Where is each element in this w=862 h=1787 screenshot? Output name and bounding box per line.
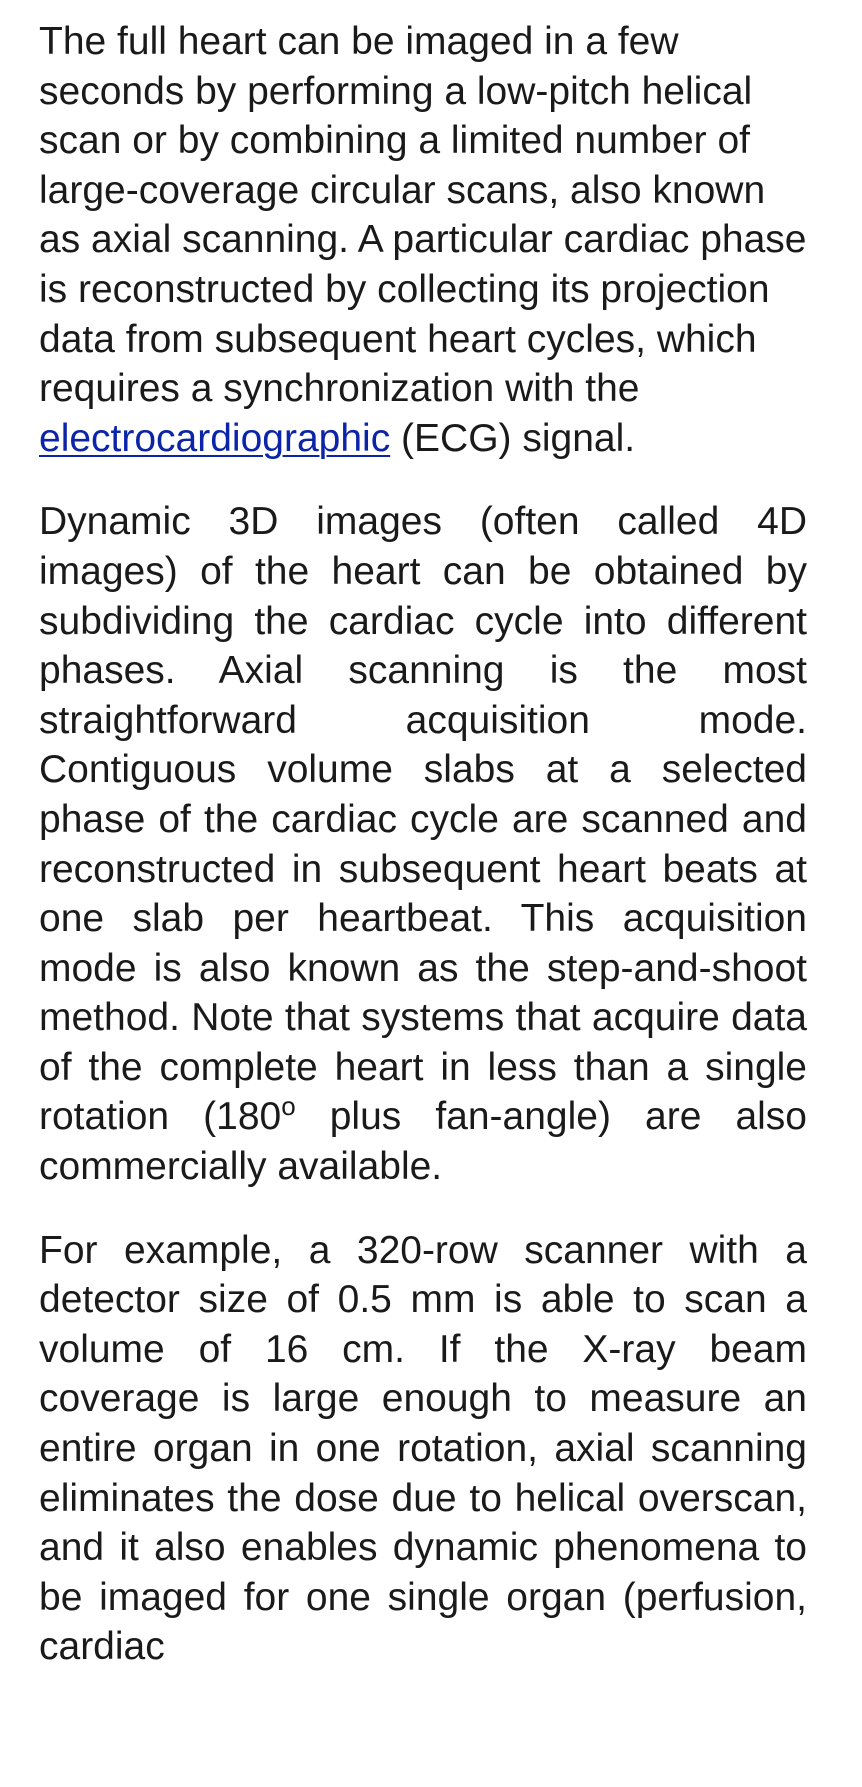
article-body xyxy=(39,17,807,1706)
paragraph-320-row-scanner xyxy=(39,1226,807,1672)
degree-superscript: o xyxy=(281,1091,296,1122)
electrocardiographic-link[interactable]: electrocardiographic xyxy=(39,416,391,460)
paragraph-ecg-synchronization xyxy=(39,17,807,463)
paragraph-text: The full heart can be imaged in a few seconds by performing a low-pitch helical scan or by combining a limited number of large-coverage circular scans, also known as axial scanning. A particular cardiac phase is reconstructed by collecting its projection data from subsequent heart cycles, which requires a synchronization with the xyxy=(39,20,807,411)
paragraph-text: plus fan-angle) are also commercially available. xyxy=(39,1095,807,1189)
paragraph-text: Dynamic 3D images (often called 4D images) of the heart can be obtained by subdividing the cardiac cycle into different phases. Axial scanning is the most straightforward acquisition mode. Contiguous volume slabs at a selected phase of the cardiac cycle are scanned and reconstructed in subsequent heart beats at one slab per heartbeat. This acquisition mode is also known as the step-and-shoot method. Note that systems that acquire data of the complete heart in less than a single rotation (180 xyxy=(39,500,807,1139)
paragraph-text: (ECG) signal. xyxy=(390,416,636,460)
paragraph-text: For example, a 320-row scanner with a detector size of 0.5 mm is able to scan a volume of 16 cm. If the X-ray beam coverage is large enough to measure an entire organ in one rotation, axial scanning eliminates the dose due to helical overscan, and it also enables dynamic phenomena to be imaged for one single organ (perfusion, cardiac xyxy=(39,1228,807,1669)
paragraph-dynamic-3d-images xyxy=(39,497,807,1191)
